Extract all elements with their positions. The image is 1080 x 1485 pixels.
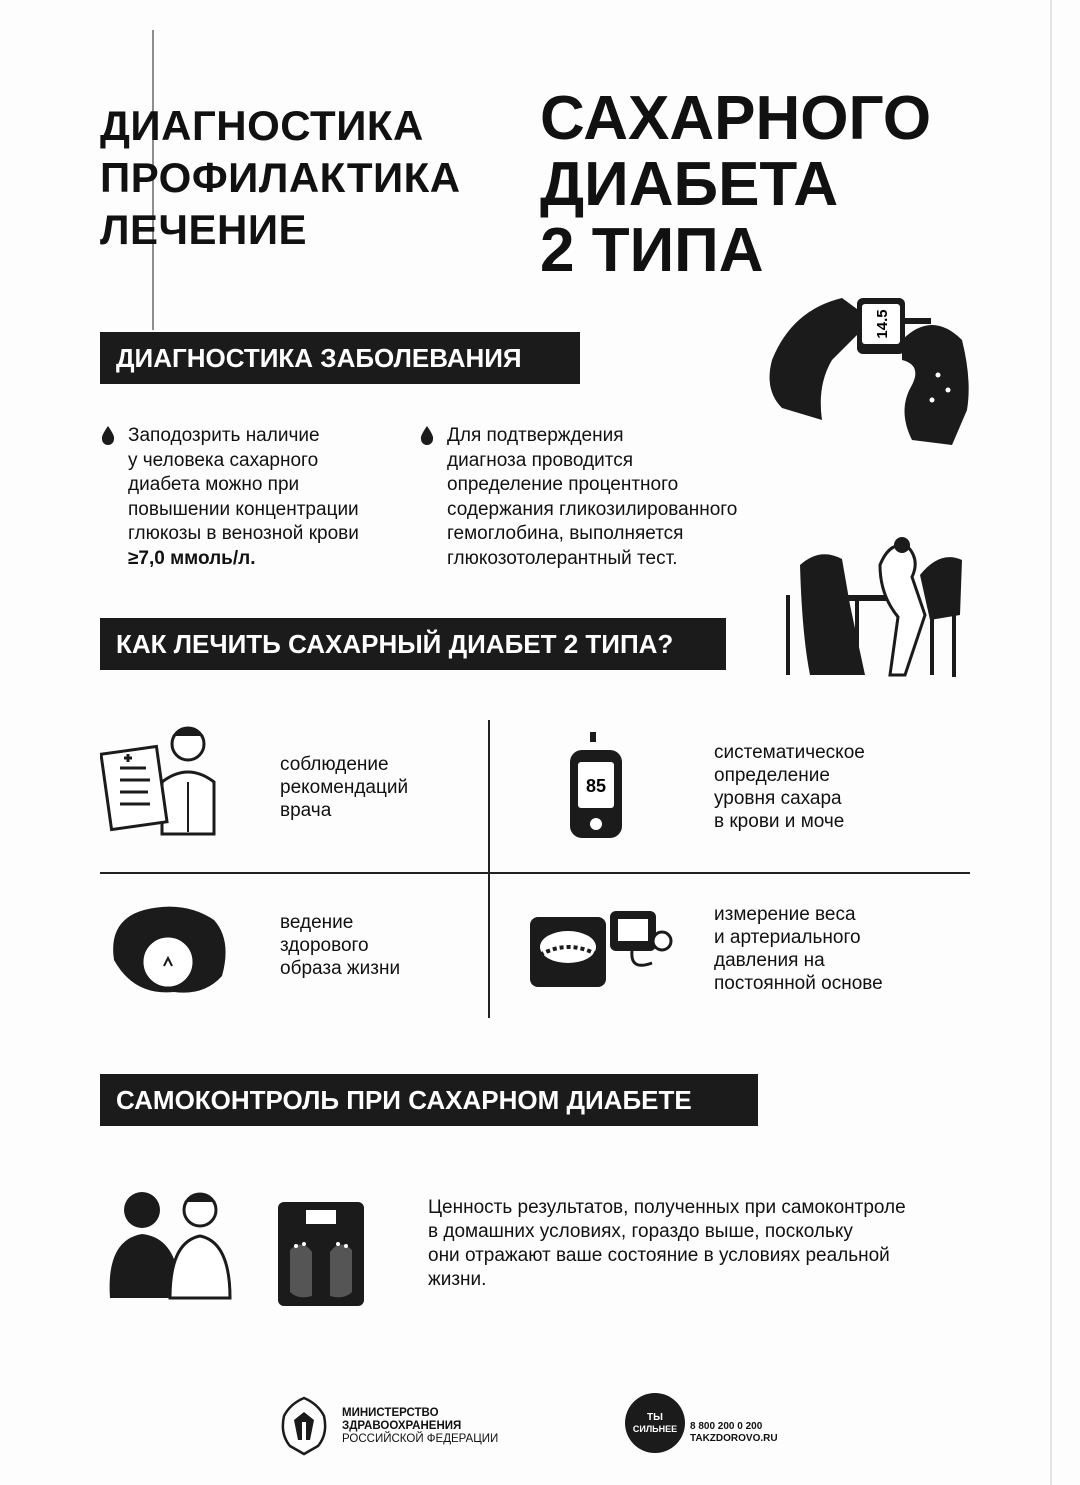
badge-line: СИЛЬНЕЕ (632, 1424, 678, 1434)
ministry-name (342, 1407, 498, 1446)
hotline-phone: 8 800 200 0 200 (690, 1421, 763, 1432)
section-diagnosis-header: ДИАГНОСТИКА ЗАБОЛЕВАНИЯ (100, 332, 580, 384)
title-right (540, 86, 931, 284)
healthy-food-icon (104, 900, 234, 1000)
cell-line: ведение (280, 912, 354, 933)
doctor-clipboard-icon (100, 722, 220, 842)
campaign-badge-icon (624, 1392, 686, 1454)
hands-glucometer-icon (762, 290, 977, 455)
bullet-line: повышении концентрации (128, 498, 359, 520)
treatment-cell-4 (714, 903, 883, 995)
title-left-line: ЛЕЧЕНИЕ (100, 206, 308, 253)
treatment-cell-3 (280, 911, 400, 980)
title-left (100, 100, 461, 256)
diagnosis-bullet-2 (447, 424, 777, 571)
glucose-threshold: ≥7,0 ммоль/л. (128, 547, 256, 569)
treatment-cell-1 (280, 753, 408, 822)
doctor-patient-icon (780, 525, 970, 690)
para-line: они отражают ваше состояние в условиях реальной (428, 1245, 890, 1266)
bullet-line: гемоглобина, выполняется (447, 523, 684, 544)
title-right-line: ДИАБЕТА (540, 150, 839, 219)
hotline-site: TAKZDOROVO.RU (690, 1433, 778, 1444)
glucometer-display: 85 (585, 776, 607, 796)
ministry-line: МИНИСТЕРСТВО (342, 1407, 439, 1419)
bullet-line: глюкозы в венозной крови (128, 523, 359, 544)
cell-line: в крови и моче (714, 811, 845, 832)
two-people-icon (104, 1188, 234, 1303)
diagnosis-bullet-1 (128, 424, 418, 571)
bullet-line: диабета можно при (128, 474, 300, 495)
section-treatment-header: КАК ЛЕЧИТЬ САХАРНЫЙ ДИАБЕТ 2 ТИПА? (100, 618, 726, 670)
cell-line: врача (280, 800, 332, 821)
bullet-line: определение процентного (447, 474, 679, 495)
grid-divider-vertical (488, 720, 490, 872)
glucometer-device-icon (560, 732, 630, 842)
bullet-line: глюкозотолерантный тест. (447, 547, 678, 569)
cell-line: и артериального (714, 927, 861, 948)
cell-line: образа жизни (280, 958, 401, 979)
para-line: жизни. (428, 1269, 487, 1290)
para-line: Ценность результатов, полученных при самоконтроле (428, 1197, 906, 1218)
section-selfcontrol-header: САМОКОНТРОЛЬ ПРИ САХАРНОМ ДИАБЕТЕ (100, 1074, 758, 1126)
bullet-line: у человека сахарного (128, 449, 319, 471)
cell-line: уровня сахара (714, 788, 842, 809)
title-left-line: ДИАГНОСТИКА (100, 102, 424, 149)
badge-line: ТЫ (647, 1412, 663, 1423)
meter-display: 14.5 (874, 309, 891, 339)
para-line: в домашних условиях, гораздо выше, поскольку (428, 1221, 853, 1242)
scale-tonometer-icon (526, 905, 676, 990)
bullet-line: Заподозрить наличие (128, 425, 320, 446)
cell-line: систематическое (714, 742, 865, 763)
bullet-line: содержания гликозилированного (447, 498, 738, 520)
cell-line: измерение веса (714, 904, 856, 925)
floor-scale-icon (276, 1200, 366, 1310)
hotline-block (690, 1421, 778, 1445)
grid-divider-horizontal (100, 872, 970, 874)
cell-line: здорового (280, 935, 369, 956)
ministry-emblem-icon (276, 1394, 332, 1458)
ministry-line: ЗДРАВООХРАНЕНИЯ (342, 1420, 462, 1432)
cell-line: соблюдение (280, 754, 389, 775)
cell-line: определение (714, 765, 830, 786)
cell-line: постоянной основе (714, 973, 883, 994)
drop-icon (419, 426, 435, 446)
title-right-line: САХАРНОГО (540, 84, 932, 153)
cell-line: давления на (714, 950, 825, 971)
selfcontrol-paragraph (428, 1196, 988, 1292)
cell-line: рекомендаций (280, 777, 409, 798)
grid-divider-vertical (488, 874, 490, 1018)
treatment-cell-2 (714, 741, 865, 833)
drop-icon (100, 426, 116, 446)
bullet-line: Для подтверждения (447, 425, 624, 446)
ministry-line: РОССИЙСКОЙ ФЕДЕРАЦИИ (342, 1433, 499, 1445)
page-edge (1050, 0, 1052, 1485)
title-right-line: 2 ТИПА (540, 216, 764, 285)
bullet-line: диагноза проводится (447, 449, 634, 471)
title-left-line: ПРОФИЛАКТИКА (100, 154, 461, 201)
